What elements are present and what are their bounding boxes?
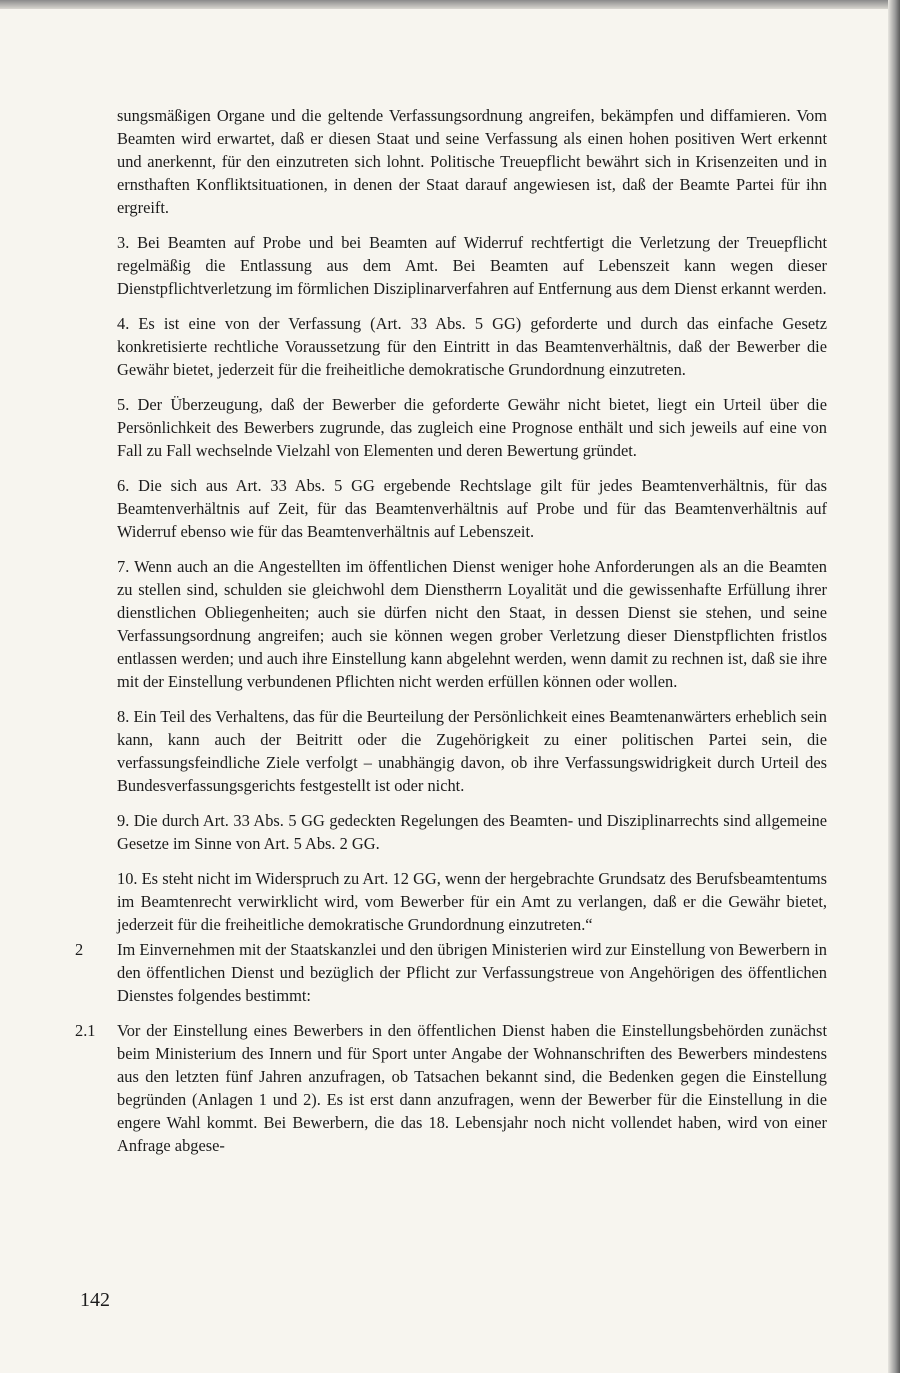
paragraph-8: 8. Ein Teil des Verhaltens, das für die Beurteilung der Persönlichkeit eines Beamtenanwärters erheblich sein kann, kann auch der Beitritt oder die Zugehörigkeit zu einer politischen Partei sein, die verfassungsfeindliche Ziele verfolgt – unabhängig davon, ob ihre Verfassungswidrigkeit durch Urteil des Bundesverfassungsgerichts festgestellt ist oder nicht. [117,707,827,795]
paragraph-9: 9. Die durch Art. 33 Abs. 5 GG gedeckten Regelungen des Beamten- und Disziplinarrechts sind allgemeine Gesetze im Sinne von Art. 5 Abs. 2 GG. [117,811,827,853]
page-number: 142 [80,1289,110,1311]
paragraph-3: 3. Bei Beamten auf Probe und bei Beamten auf Widerruf rechtfertigt die Verletzung der Treuepflicht regelmäßig die Entlassung aus dem Amt. Bei Beamten auf Lebenszeit kann wegen dieser Dienstpflichtverletzung im förmlichen Disziplinarverfahren auf Entfernung aus dem Dienst erkannt werden. [117,233,827,298]
scan-top-edge [0,0,900,9]
paragraph-5: 5. Der Überzeugung, daß der Bewerber die geforderte Gewähr nicht bietet, liegt ein Urteil über die Persönlichkeit des Bewerbers zugrunde, das zugleich eine Prognose enthält und sich jeweils auf eine von Fall zu Fall wechselnde Vielzahl von Elementen und deren Bewertung gründet. [117,395,827,460]
paragraph-10: 10. Es steht nicht im Widerspruch zu Art. 12 GG, wenn der hergebrachte Grundsatz des Berufsbeamtentums im Beamtenrecht verwirklicht wird, vom Bewerber für ein Amt zu verlangen, daß er die Gewähr bietet, jederzeit für die freiheitliche demokratische Grundordnung einzutreten.“ [117,869,827,934]
section-text: Vor der Einstellung eines Bewerbers in den öffentlichen Dienst haben die Einstellungsbehörden zunächst beim Ministerium des Innern und für Sport unter Angabe der Wohnanschriften des Bewerbers mindestens aus den letzten fünf Jahren anzufragen, ob Tatsachen bekannt sind, die Bedenken gegen die Einstellung begründen (Anlagen 1 und 2). Es ist erst dann anzufragen, wenn der Bewerber für die Einstellung in die engere Wahl kommt. Bei Bewerbern, die das 18. Lebensjahr noch nicht vollendet haben, wird von einer Anfrage abgese- [117,1021,827,1155]
paragraph-4: 4. Es ist eine von der Verfassung (Art. 33 Abs. 5 GG) geforderte und durch das einfache Gesetz konkretisierte rechtliche Voraussetzung für den Eintritt in das Beamtenverhältnis, daß der Bewerber die Gewähr bietet, jederzeit für die freiheitliche demokratische Grundordnung einzutreten. [117,314,827,379]
section-number: 2.1 [75,1021,96,1040]
paragraph-6: 6. Die sich aus Art. 33 Abs. 5 GG ergebende Rechtslage gilt für jedes Beamtenverhältnis, für das Beamtenverhältnis auf Zeit, für das Beamtenverhältnis auf Probe und für das Beamtenverhältnis auf Widerruf ebenso wie für das Beamtenverhältnis auf Lebenszeit. [117,476,827,541]
page-body [75,104,827,1169]
scan-right-edge [888,0,900,1373]
section-2-1 [75,1019,827,1157]
paragraph-7: 7. Wenn auch an die Angestellten im öffentlichen Dienst weniger hohe Anforderungen als an die Beamten zu stellen sind, schulden sie gleichwohl dem Dienstherrn Loyalität und die gewissenhafte Erfüllung ihrer dienstlichen Obliegenheiten; auch sie dürfen nicht den Staat, in dessen Dienst sie stehen, und seine Verfassungsordnung angreifen; auch sie können wegen grober Verletzung dieser Dienstpflichten fristlos entlassen werden; und auch ihre Einstellung kann abgelehnt werden, wenn damit zu rechnen ist, daß sie ihre mit der Einstellung verbundenen Pflichten nicht werden erfüllen können oder wollen. [117,557,827,691]
section-text: Im Einvernehmen mit der Staatskanzlei und den übrigen Ministerien wird zur Einstellung von Bewerbern in den öffentlichen Dienst und bezüglich der Pflicht zur Verfassungstreue von Angehörigen des öffentlichen Dienstes folgendes bestimmt: [117,940,827,1005]
paragraph-continuation: sungsmäßigen Organe und die geltende Verfassungsordnung angreifen, bekämpfen und diffamieren. Vom Beamten wird erwartet, daß er diesen Staat und seine Verfassung als einen hohen positiven Wert erkennt und anerkennt, für den einzutreten sich lohnt. Politische Treuepflicht bewährt sich in Krisenzeiten und in ernsthaften Konfliktsituationen, in denen der Staat darauf angewiesen ist, daß der Beamte Partei für ihn ergreift. [117,106,827,217]
section-2 [75,938,827,1007]
section-number: 2 [75,940,84,959]
